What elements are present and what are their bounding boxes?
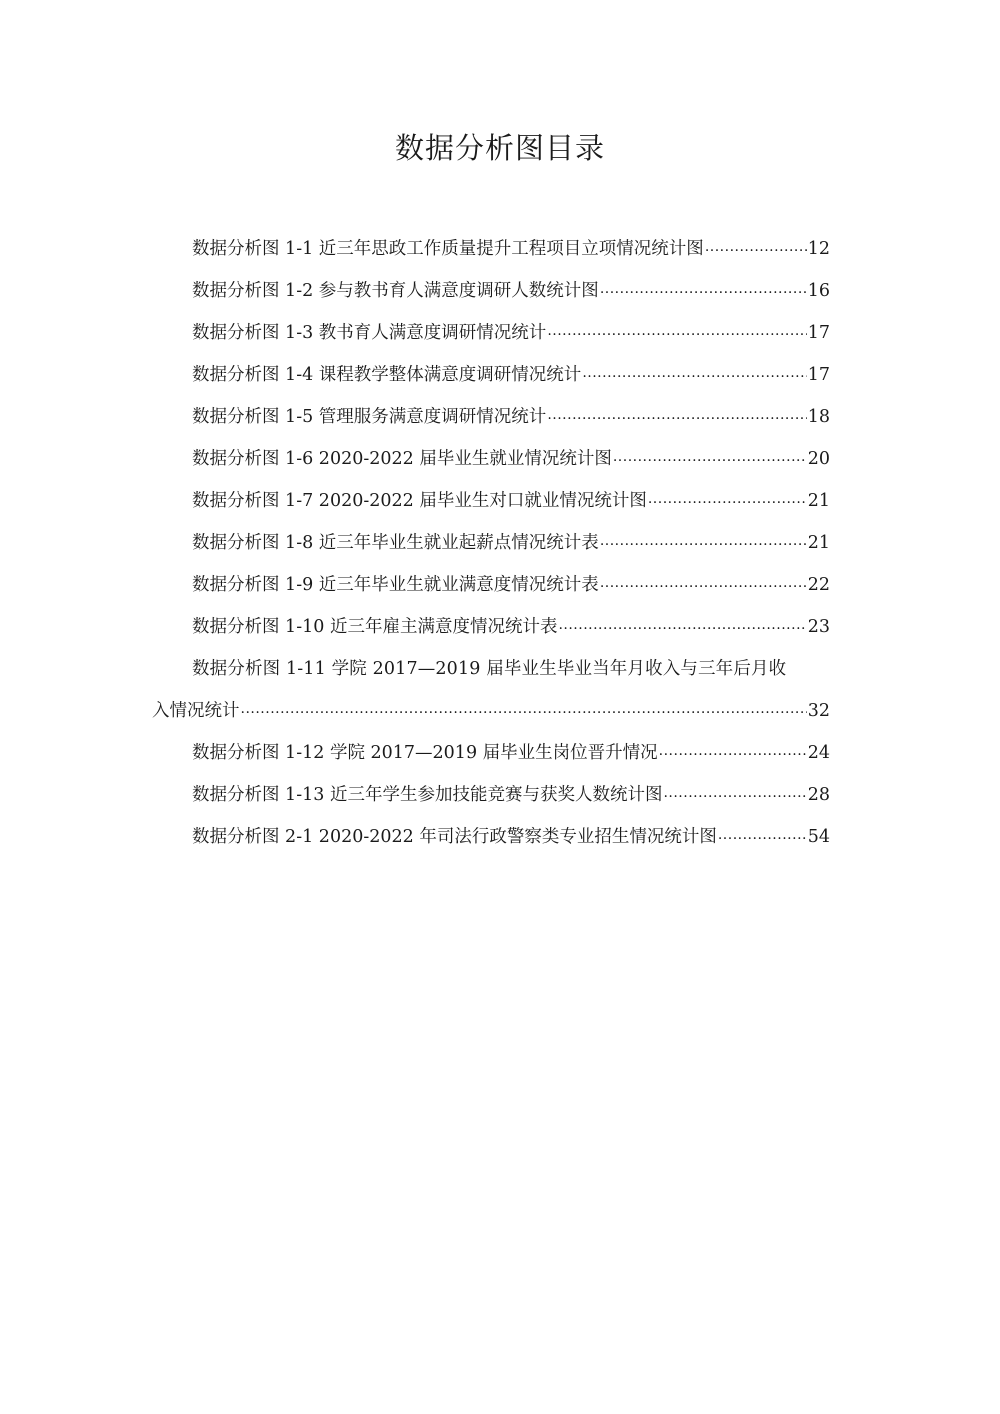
toc-entry-page: 22: [807, 575, 830, 595]
toc-entry[interactable]: [152, 522, 830, 564]
toc-entry-label: 数据分析图 1-8 近三年毕业生就业起薪点情况统计表: [192, 533, 599, 553]
toc-entry[interactable]: [152, 774, 830, 816]
toc-entry[interactable]: [152, 270, 830, 312]
toc-entry-label: 数据分析图 1-6 2020-2022 届毕业生就业情况统计图: [192, 449, 612, 469]
toc-entry-label: 数据分析图 1-7 2020-2022 届毕业生对口就业情况统计图: [192, 491, 647, 511]
toc-entry-page: 28: [807, 785, 830, 805]
toc-entry-label: 数据分析图 1-4 课程教学整体满意度调研情况统计: [192, 365, 582, 385]
toc-entry[interactable]: [152, 564, 830, 606]
toc-entry-page: 21: [807, 533, 830, 553]
toc-entry-page: 32: [807, 701, 830, 721]
toc-entry[interactable]: [152, 228, 830, 270]
toc-dot-leader: [648, 486, 807, 506]
toc-dot-leader: [582, 360, 806, 380]
toc-entry-wrapped[interactable]: [152, 648, 830, 732]
toc-entry-line2: [152, 690, 830, 732]
toc-dot-leader: [558, 612, 806, 632]
toc-entry-label-line2: 入情况统计: [152, 701, 240, 721]
toc-dot-leader: [600, 528, 807, 548]
page-title: 数据分析图目录: [394, 131, 605, 165]
toc-entry[interactable]: [152, 816, 830, 858]
toc-entry-label: 数据分析图 1-3 教书育人满意度调研情况统计: [192, 323, 547, 343]
toc-entry-label: 数据分析图 1-13 近三年学生参加技能竞赛与获奖人数统计图: [192, 785, 663, 805]
toc-dot-leader: [613, 444, 807, 464]
toc-entry-page: 20: [807, 449, 830, 469]
toc-entry-label: 数据分析图 2-1 2020-2022 年司法行政警察类专业招生情况统计图: [192, 827, 717, 847]
toc-entry-label: 数据分析图 1-2 参与教书育人满意度调研人数统计图: [192, 281, 599, 301]
toc-dot-leader: [600, 570, 807, 590]
toc-entry-page: 23: [807, 617, 830, 637]
toc-entry-page: 54: [807, 827, 830, 847]
toc-entry[interactable]: [152, 438, 830, 480]
toc-dot-leader: [705, 234, 807, 254]
toc-entry[interactable]: [152, 354, 830, 396]
toc-entry[interactable]: [152, 480, 830, 522]
toc-entry-page: 18: [807, 407, 830, 427]
toc-entry-page: 24: [807, 743, 830, 763]
toc-dot-leader: [547, 318, 806, 338]
toc-entry-label: 数据分析图 1-10 近三年雇主满意度情况统计表: [192, 617, 558, 637]
toc-dot-leader: [663, 780, 806, 800]
toc-entry-page: 17: [807, 365, 830, 385]
toc-dot-leader: [718, 822, 807, 842]
toc-entry-page: 21: [807, 491, 830, 511]
toc-entry-label: 数据分析图 1-5 管理服务满意度调研情况统计: [192, 407, 547, 427]
toc-entry-page: 17: [807, 323, 830, 343]
table-of-contents: [152, 228, 830, 858]
toc-entry[interactable]: [152, 732, 830, 774]
toc-dot-leader: [547, 402, 806, 422]
toc-dot-leader: [241, 696, 807, 716]
toc-entry-label: 数据分析图 1-1 近三年思政工作质量提升工程项目立项情况统计图: [192, 239, 704, 259]
toc-dot-leader: [659, 738, 807, 758]
toc-entry-label-line1: 数据分析图 1-11 学院 2017—2019 届毕业生毕业当年月收入与三年后月收: [192, 659, 787, 679]
toc-entry-label: 数据分析图 1-9 近三年毕业生就业满意度情况统计表: [192, 575, 599, 595]
toc-entry-page: 12: [807, 239, 830, 259]
toc-entry-page: 16: [807, 281, 830, 301]
toc-entry[interactable]: [152, 606, 830, 648]
toc-entry[interactable]: [152, 312, 830, 354]
toc-entry[interactable]: [152, 396, 830, 438]
toc-dot-leader: [600, 276, 807, 296]
toc-entry-label: 数据分析图 1-12 学院 2017—2019 届毕业生岗位晋升情况: [192, 743, 658, 763]
